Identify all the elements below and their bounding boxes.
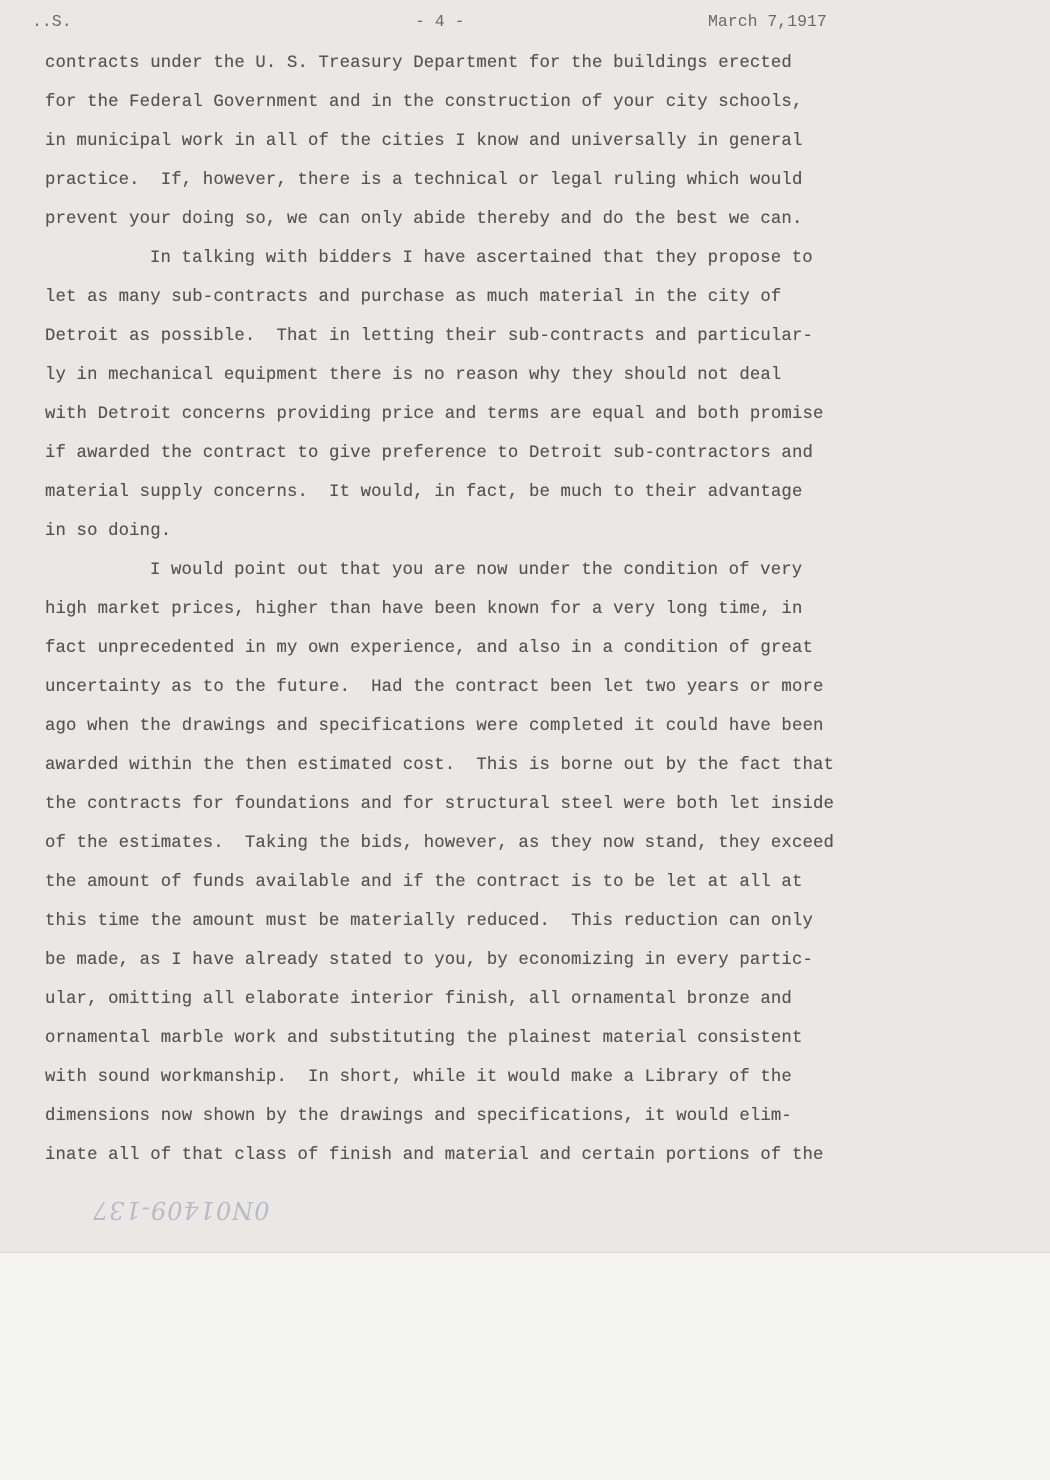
- text-line: be made, as I have already stated to you, by economizing in every partic-: [45, 951, 813, 970]
- text-line: of the estimates. Taking the bids, however, as they now stand, they exceed: [45, 834, 835, 853]
- page-header: [0, 12, 1050, 40]
- text-line: ly in mechanical equipment there is no reason why they should not deal: [45, 366, 782, 385]
- text-line: material supply concerns. It would, in fact, be much to their advantage: [45, 483, 803, 502]
- text-line: in municipal work in all of the cities I know and universally in general: [45, 132, 803, 151]
- text-line: the contracts for foundations and for structural steel were both let inside: [45, 795, 835, 814]
- text-line: high market prices, higher than have been known for a very long time, in: [45, 600, 803, 619]
- text-line: Detroit as possible. That in letting their sub-contracts and particular-: [45, 327, 813, 346]
- text-line: for the Federal Government and in the construction of your city schools,: [45, 93, 803, 112]
- text-line: dimensions now shown by the drawings and specifications, it would elim-: [45, 1107, 792, 1126]
- letter-date: March 7,1917: [708, 12, 827, 31]
- text-line: prevent your doing so, we can only abide thereby and do the best we can.: [45, 210, 803, 229]
- letter-body: [45, 44, 945, 1175]
- text-line: fact unprecedented in my own experience, and also in a condition of great: [45, 639, 813, 658]
- archive-stamp: 0N01409-137: [92, 1196, 270, 1224]
- text-line: awarded within the then estimated cost. This is borne out by the fact that: [45, 756, 835, 775]
- text-line: uncertainty as to the future. Had the contract been let two years or more: [45, 678, 824, 697]
- text-line: let as many sub-contracts and purchase as much material in the city of: [45, 288, 782, 307]
- text-line: in so doing.: [45, 522, 172, 541]
- scan-background: [0, 1253, 1050, 1480]
- text-line: ago when the drawings and specifications were completed it could have been: [45, 717, 824, 736]
- text-line: practice. If, however, there is a technical or legal ruling which would: [45, 171, 803, 190]
- text-line: In talking with bidders I have ascertained that they propose to: [150, 249, 813, 268]
- text-line: with Detroit concerns providing price and terms are equal and both promise: [45, 405, 824, 424]
- text-line: contracts under the U. S. Treasury Department for the buildings erected: [45, 54, 792, 73]
- text-line: the amount of funds available and if the contract is to be let at all at: [45, 873, 803, 892]
- text-line: ular, omitting all elaborate interior finish, all ornamental bronze and: [45, 990, 792, 1009]
- text-line: ornamental marble work and substituting the plainest material consistent: [45, 1029, 803, 1048]
- text-line: I would point out that you are now under the condition of very: [150, 561, 803, 580]
- text-line: this time the amount must be materially reduced. This reduction can only: [45, 912, 813, 931]
- text-line: if awarded the contract to give preference to Detroit sub-contractors and: [45, 444, 813, 463]
- header-initials: ..S.: [32, 12, 72, 31]
- text-line: inate all of that class of finish and material and certain portions of the: [45, 1146, 824, 1165]
- page-number: - 4 -: [415, 12, 465, 31]
- text-line: with sound workmanship. In short, while it would make a Library of the: [45, 1068, 792, 1087]
